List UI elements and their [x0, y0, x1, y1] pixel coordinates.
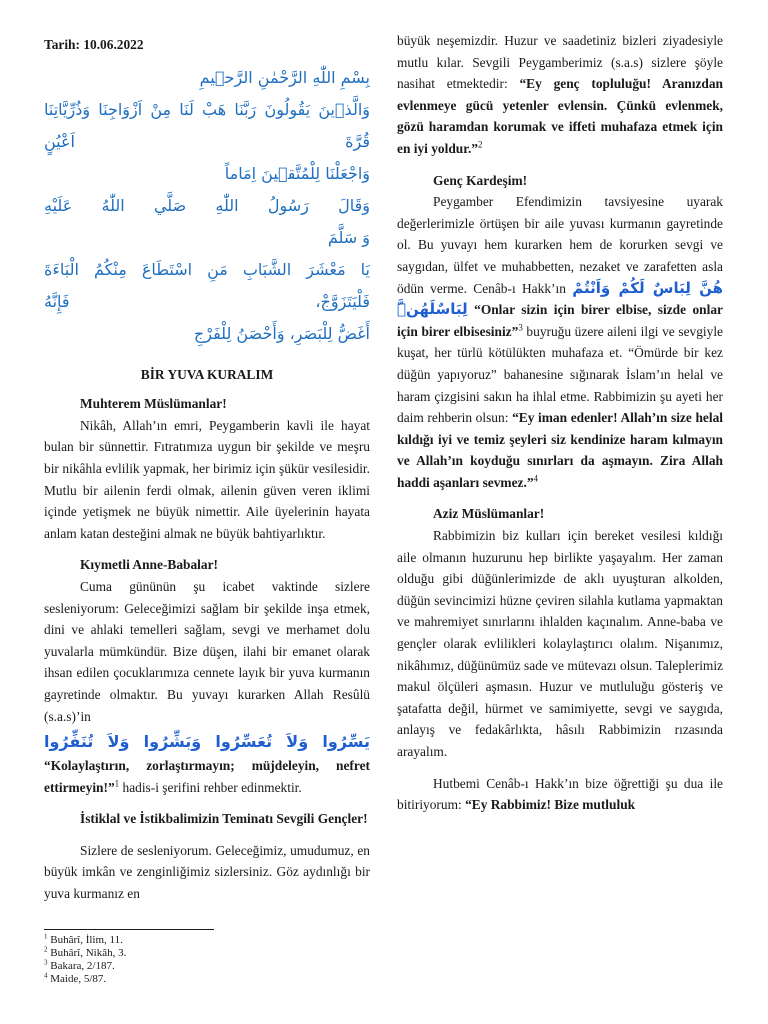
arabic-verse-line-2: وَاجْعَلْنَا لِلْمُتَّق۪ينَ اِمَاماً	[224, 163, 370, 183]
footnote-ref-1: 1	[114, 778, 120, 789]
footnote-ref-4: 4	[533, 473, 539, 484]
footnote-number: 2	[44, 945, 48, 954]
paragraph-dua-text: Hutbemi Cenâb-ı Hakk’ın bize öğrettiği şu dua ile bitiriyorum:	[397, 775, 723, 813]
paragraph-sizlere: Sizlere de sesleniyorum. Geleceğimiz, umudumuz, en büyük imkân ve zenginliğimiz sizlersiniz. Göz aydınlığı bir yuva kurmanız en	[44, 842, 370, 902]
basmala: بِسْمِ اللّٰهِ الرَّحْمٰنِ الرَّح۪يمِ	[199, 67, 370, 87]
paragraph-kolaylastirin	[44, 755, 370, 798]
footnote-item	[44, 947, 126, 960]
paragraph-tavsiye	[397, 191, 723, 493]
footnote-number: 3	[44, 958, 48, 967]
heading-genc-kardesim: Genç Kardeşim!	[433, 172, 528, 188]
date-line: Tarih: 10.06.2022	[44, 37, 144, 52]
footnotes	[44, 934, 126, 986]
paragraph-nikah: Nikâh, Allah’ın emri, Peygamberin kavli ile hayat bulan bir sünnettir. Fıtratımıza uygun bir şekilde ve meşru bir nikâhla evlilik yapmak, her birimiz için şükür vesilesidir. Mutlu bir ailenin ferdi olmak, ailenin güven veren iklimi içinde yetişmek ne büyük nimettir. Aile üyelerinin hayata anlam katan desteğini almak ne büyük bahtiyarlıktır.	[44, 417, 370, 541]
footnote-item	[44, 973, 126, 986]
quote-ey-iman-edenler: “Ey iman edenler! Allah’ın size helal kıldığı iyi ve temiz şeyleri siz kendinize haram kılmayın ve Allah’ın koyduğu sınırları da aşmayın. Zira Allah haddi aşanları sevmez.”	[397, 410, 723, 490]
paragraph-cuma: Cuma gününün şu icabet vaktinde sizlere sesleniyorum: Geleceğimizi sağlam bir şekilde inşa etmek, dini ve ahlaki temelleri sağlam, sevgi ve merhamet dolu yuvalarla mümkündür. Bize düşen, ilahi bir emanet olarak ihsan edilen çocuklarımıza cennete layık bir yuva kurmanın gayretinde olmaktır. Bu yuvayı kurarken Allah Resûlü (s.a.s)’in	[44, 578, 370, 724]
footnote-text: Bakara, 2/187.	[50, 960, 115, 972]
arabic-hadith-line-1: يَا مَعْشَرَ الشَّبَابِ مَنِ اسْتَطَاعَ مِنْكُمُ الْبَاءَةَ فَلْيَتَزَوَّجْ، فَإِنَّهُ	[44, 259, 370, 311]
arabic-yesiru: يَسِّرُوا وَلاَ تُعَسِّرُوا وَبَشِّرُوا وَلاَ تُنَفِّرُوا	[44, 732, 370, 752]
arabic-inline-verse: هُنَّ لِبَاسٌ لَكُمْ وَاَنْتُمْ لِبَاسٌلَهُنَّۜ	[397, 278, 723, 319]
footnote-divider	[44, 929, 214, 930]
footnote-ref-2: 2	[477, 139, 483, 150]
footnote-text: Maide, 5/87.	[50, 973, 107, 985]
quote-ey-rabbimiz: “Ey Rabbimiz! Bize mutluluk	[465, 797, 636, 813]
paragraph-bereket: Rabbimizin biz kulları için bereket vesilesi kıldığı aile olmanın huzurunu hep birlikte yaşayalım. Her zaman olduğu gibi düğünlerimizde de aklı uyuşturan alkolden, düğün sevincimizi hüzne çeviren silahla kutlama yapmaktan ve mahremiyet sınırlarını ihlalden kaçınalım. Anne-baba ve gençler olarak evlilikleri kolaylaştırıcı olalım. Nişanımız, nikâhımız, düğünümüz sade ve mütevazı olsun. Taleplerimiz makul ölçüleri aşmasın. Huzur ve mutluluğu gösteriş ve şatafatta değil, hürmet ve samimiyette, sevgi ve saygıda, anlayış ve fedakârlıkta, hâsılı Rabbimizin rızasında arayalım.	[397, 528, 723, 759]
footnote-text: Buhârî, İlim, 11.	[50, 934, 123, 946]
paragraph-tavsiye-rest: buyruğu üzere aileni ilgi ve sevgiyle kuşat, her türlü kötülükten muhafaza et. “Ömürde bir kez düğün yapıyoruz” bahanesine sığınarak İslam’ın helal ve haram çizgisini sakın ha ihlal etme. Rabbimizin şu ayeti her daim rehberin olsun:	[397, 323, 723, 426]
right-column	[397, 30, 723, 816]
footnote-number: 1	[44, 932, 48, 941]
paragraph-tavsiye-text: Peygamber Efendimizin tavsiyesine uyarak değerlerimizle örtüşen bir aile yuvası kurmanın gayretinde ol. Bu yuvayı hem kurarken hem de korurken sevgi ve saygıdan, ülfet ve muhabbetten, nezaket ve zarafetten asla ödün verme. Cenâb-ı Hakk’ın	[397, 194, 723, 296]
sermon-title: BİR YUVA KURALIM	[140, 366, 274, 382]
arabic-hadith-intro-1: وَقَالَ رَسُولُ اللّٰهِ صَلَّي اللّٰهُ عَلَيْهِ	[44, 195, 370, 215]
footnote-text: Buhârî, Nikâh, 3.	[50, 947, 127, 959]
quote-kolaylastirin: “Kolaylaştırın, zorlaştırmayın; müjdeleyin, nefret ettirmeyin!”	[44, 758, 370, 795]
arabic-verse-line-1: وَالَّذ۪ينَ يَقُولُونَ رَبَّنَا هَبْ لَنَا مِنْ اَزْوَاجِنَا وَذُرِّيَّاتِنَا قُرَّةَ اَعْيُنٍ	[44, 99, 370, 151]
left-column	[44, 30, 370, 905]
paragraph-neşe	[397, 30, 723, 160]
arabic-hadith-line-2: أَغَضُّ لِلْبَصَرِ، وَأَحْصَنُ لِلْفَرْجِ	[193, 323, 370, 343]
paragraph-dua	[397, 773, 723, 816]
heading-muhterem: Muhterem Müslümanlar!	[80, 396, 227, 412]
arabic-hadith-intro-2: وَ سَلَّمَ	[327, 227, 370, 247]
paragraph-kolaylastirin-rest: hadis-i şerifini rehber edinmektir.	[119, 779, 302, 795]
footnote-ref-3: 3	[518, 322, 523, 333]
heading-aziz-muslumanlar: Aziz Müslümanlar!	[433, 506, 545, 522]
footnote-item	[44, 934, 126, 947]
paragraph-nese-text: büyük neşemizdir. Huzur ve saadetiniz bizleri ziyadesiyle mutlu kılar. Sevgili Peygamberimiz (s.a.s) sizlere şöyle nasihat etmektedir:	[397, 33, 723, 92]
footnote-item	[44, 960, 126, 973]
footnote-number: 4	[44, 971, 48, 980]
heading-anne-babalar: Kıymetli Anne-Babalar!	[80, 557, 218, 573]
quote-elbise: “Onlar sizin için birer elbise, sizde onlar için birer elbisesiniz”	[397, 302, 723, 339]
quote-genc-toplulugu: “Ey genç topluluğu! Aranızdan evlenmeye gücü yetenler evlensin. Çünkü evlenmek, gözü haramdan korumak ve iffeti muhafaza etmek için en iyi yoldur.”	[397, 76, 723, 156]
heading-gencler: İstiklal ve İstikbalimizin Teminatı Sevgili Gençler!	[80, 811, 368, 827]
